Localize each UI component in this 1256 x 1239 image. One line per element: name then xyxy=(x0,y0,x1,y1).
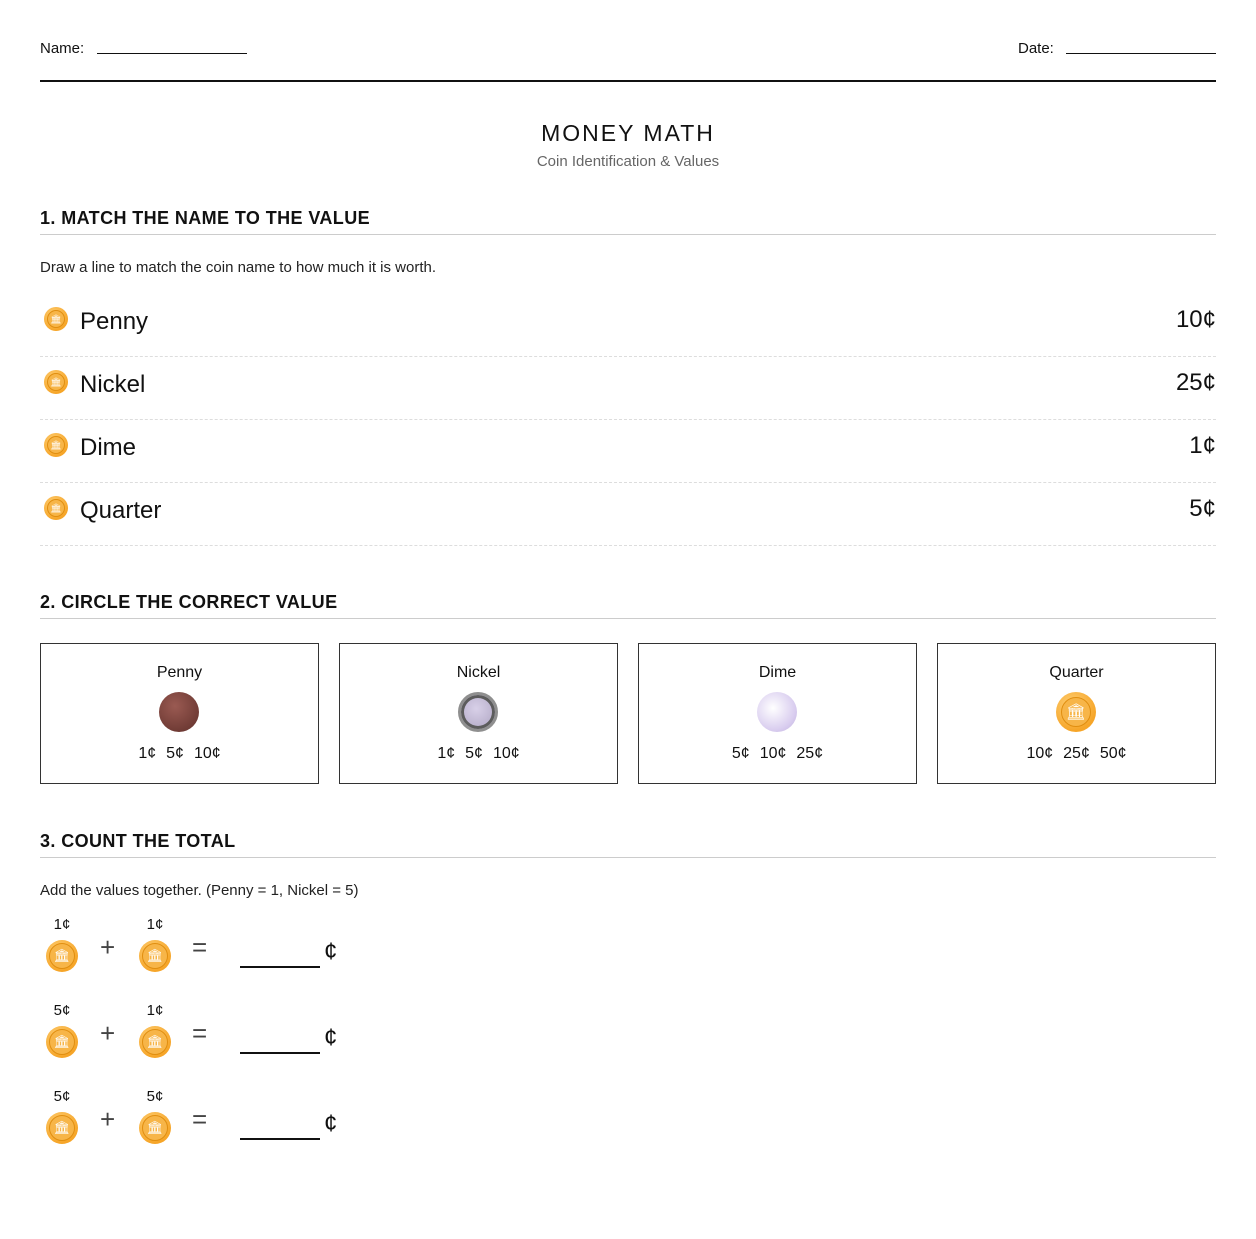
answer-blank[interactable] xyxy=(240,1138,320,1140)
cent-sign: ¢ xyxy=(324,1024,338,1051)
bank-coin-icon: 🏛 xyxy=(139,1026,171,1058)
coin-value-label: 5¢ xyxy=(53,1088,71,1105)
value-option[interactable]: 5¢ xyxy=(166,745,184,762)
coin-card-nickel xyxy=(339,643,618,784)
coin-name[interactable]: Penny xyxy=(80,308,149,335)
page-subtitle: Coin Identification & Values xyxy=(536,153,720,170)
match-row xyxy=(40,483,1216,546)
coin-value-label: 5¢ xyxy=(53,1002,71,1019)
bank-coin-icon: 🏛 xyxy=(46,1026,78,1058)
value-option[interactable]: 50¢ xyxy=(1099,745,1127,762)
bank-coin-icon: 🏛 xyxy=(139,940,171,972)
cent-sign: ¢ xyxy=(324,1110,338,1137)
equals-sign: = xyxy=(192,932,208,962)
coin-addend xyxy=(133,916,177,972)
coin-addend xyxy=(133,1002,177,1058)
bank-coin-icon: 🏛 xyxy=(44,496,68,520)
match-row xyxy=(40,357,1216,420)
name-field[interactable] xyxy=(97,53,247,54)
coin-addend xyxy=(133,1088,177,1144)
coin-value[interactable]: 1¢ xyxy=(1189,432,1216,459)
match-row xyxy=(40,420,1216,483)
section-1-instruction: Draw a line to match the coin name to how much it is worth. xyxy=(40,259,437,276)
coin-value[interactable]: 25¢ xyxy=(1175,369,1216,396)
dime-coin-icon xyxy=(757,692,797,732)
value-option[interactable]: 10¢ xyxy=(193,745,221,762)
match-row xyxy=(40,294,1216,357)
equals-sign: = xyxy=(192,1104,208,1134)
coin-name[interactable]: Nickel xyxy=(80,371,146,398)
value-option[interactable]: 1¢ xyxy=(138,745,157,762)
value-option[interactable]: 10¢ xyxy=(1026,745,1054,762)
bank-coin-icon: 🏛 xyxy=(44,370,68,394)
quarter-coin-icon: 🏛 xyxy=(1056,692,1096,732)
value-option[interactable]: 5¢ xyxy=(465,745,483,762)
value-options xyxy=(639,745,916,763)
penny-coin-icon xyxy=(159,692,199,732)
name-label: Name: xyxy=(40,40,85,57)
coin-value-label: 5¢ xyxy=(146,1088,164,1105)
cent-sign: ¢ xyxy=(324,938,338,965)
nickel-coin-icon xyxy=(458,692,498,732)
coin-addend xyxy=(40,1088,84,1144)
section-1-heading: 1. MATCH THE NAME TO THE VALUE xyxy=(40,208,1216,235)
value-option[interactable]: 10¢ xyxy=(759,745,787,762)
equals-sign: = xyxy=(192,1018,208,1048)
card-coin-name: Nickel xyxy=(456,664,501,681)
addition-problem xyxy=(40,1002,440,1072)
bank-coin-icon: 🏛 xyxy=(46,1112,78,1144)
coin-card-quarter xyxy=(937,643,1216,784)
addition-problem xyxy=(40,916,440,986)
coin-card-dime xyxy=(638,643,917,784)
coin-value[interactable]: 10¢ xyxy=(1175,306,1216,333)
value-option[interactable]: 25¢ xyxy=(1063,745,1090,762)
plus-sign: + xyxy=(100,1104,116,1134)
value-options xyxy=(41,745,318,763)
bank-coin-icon: 🏛 xyxy=(44,433,68,457)
date-field[interactable] xyxy=(1066,53,1216,54)
coin-card-penny xyxy=(40,643,319,784)
addition-problem xyxy=(40,1088,440,1158)
coin-value[interactable]: 5¢ xyxy=(1189,495,1216,522)
coin-addend xyxy=(40,916,84,972)
plus-sign: + xyxy=(100,932,116,962)
coin-value-label: 1¢ xyxy=(53,916,71,933)
value-option[interactable]: 1¢ xyxy=(437,745,456,762)
page-title: MONEY MATH xyxy=(541,120,715,146)
value-options xyxy=(340,745,617,763)
coin-value-label: 1¢ xyxy=(146,916,164,933)
bank-coin-icon: 🏛 xyxy=(139,1112,171,1144)
value-option[interactable]: 25¢ xyxy=(796,745,824,762)
worksheet-header xyxy=(40,36,1216,82)
value-options xyxy=(938,745,1215,763)
answer-blank[interactable] xyxy=(240,966,320,968)
bank-coin-icon: 🏛 xyxy=(44,307,68,331)
section-3-instruction: Add the values together. (Penny = 1, Nickel = 5) xyxy=(40,882,359,899)
card-coin-name: Penny xyxy=(156,664,203,681)
section-3-heading: 3. COUNT THE TOTAL xyxy=(40,831,1216,858)
plus-sign: + xyxy=(100,1018,116,1048)
coin-name[interactable]: Dime xyxy=(80,434,137,461)
value-option[interactable]: 5¢ xyxy=(731,745,750,762)
answer-blank[interactable] xyxy=(240,1052,320,1054)
coin-name[interactable]: Quarter xyxy=(80,497,162,524)
bank-coin-icon: 🏛 xyxy=(46,940,78,972)
coin-value-label: 1¢ xyxy=(146,1002,164,1019)
coin-addend xyxy=(40,1002,84,1058)
card-coin-name: Dime xyxy=(758,664,797,681)
section-2-heading: 2. CIRCLE THE CORRECT VALUE xyxy=(40,592,1216,619)
date-label: Date: xyxy=(1018,40,1054,57)
card-coin-name: Quarter xyxy=(1049,664,1104,681)
value-option[interactable]: 10¢ xyxy=(492,745,520,762)
